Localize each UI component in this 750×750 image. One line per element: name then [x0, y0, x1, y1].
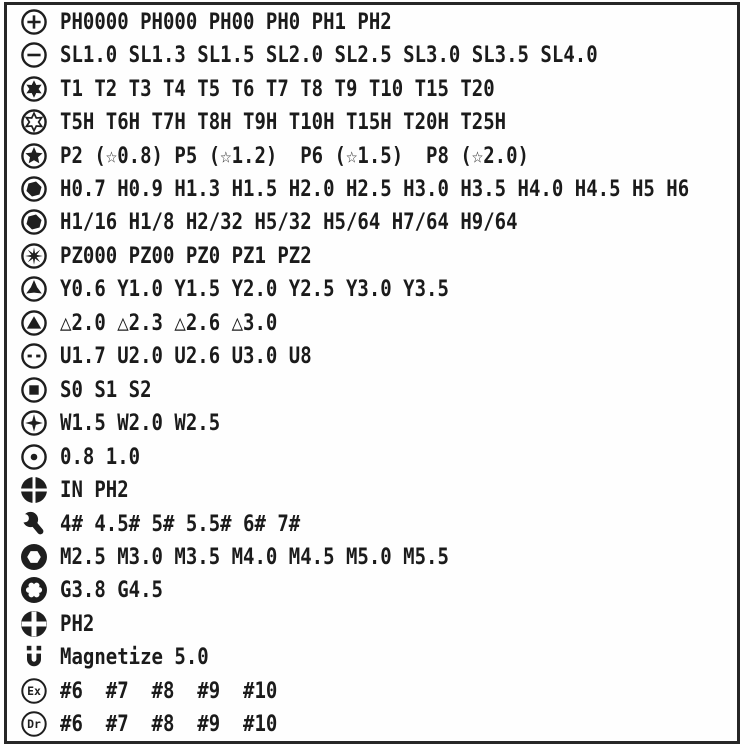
bit-spec-text: W1.5 W2.0 W2.5 — [60, 410, 221, 436]
bit-spec-text: H1/16 H1/8 H2/32 H5/32 H5/64 H7/64 H9/64 — [60, 209, 518, 236]
spec-row-torx — [7, 72, 737, 105]
dr-badge-icon — [20, 710, 48, 738]
pentalobe-circle-icon — [20, 142, 48, 170]
bit-spec-list — [7, 5, 737, 741]
square-circle-icon — [20, 376, 48, 404]
spec-sheet-frame — [4, 2, 740, 744]
triwing-y-circle-icon — [20, 275, 48, 303]
bit-spec-text: P2 (☆0.8) P5 (☆1.2) P6 (☆1.5) P8 (☆2.0) — [60, 142, 529, 169]
spec-row-triangle — [7, 306, 737, 339]
spec-row-square — [7, 373, 737, 406]
spec-row-slotted — [7, 38, 737, 71]
bit-spec-text: PH2 — [60, 611, 95, 637]
spec-row-inner-phillips — [7, 473, 737, 506]
spec-row-w-type — [7, 406, 737, 439]
bit-spec-text: S0 S1 S2 — [60, 377, 152, 403]
bit-spec-text: T1 T2 T3 T4 T5 T6 T7 T8 T9 T10 T15 T20 — [60, 75, 495, 102]
spec-row-hex-metric — [7, 172, 737, 205]
u-fork-circle-icon — [20, 342, 48, 370]
dr-badge-label: Dr — [27, 717, 41, 732]
spec-row-triwing — [7, 273, 737, 306]
spec-row-ex — [7, 674, 737, 707]
torx-circle-icon — [20, 75, 48, 103]
w-cross-circle-icon — [20, 409, 48, 437]
spec-row-hex-imperial — [7, 206, 737, 239]
spec-row-hex-nut — [7, 540, 737, 573]
spec-row-phillips — [7, 5, 737, 38]
ex-badge-icon — [20, 677, 48, 705]
slotted-circle-icon — [20, 41, 48, 69]
hex-nut-socket-icon — [20, 543, 48, 571]
wrench-icon — [20, 510, 48, 538]
spec-row-gear — [7, 574, 737, 607]
triangle-circle-icon — [20, 309, 48, 337]
bit-spec-text: PZ000 PZ00 PZ0 PZ1 PZ2 — [60, 243, 312, 269]
torx-security-circle-icon — [20, 108, 48, 136]
bit-spec-text: Magnetize 5.0 — [60, 644, 209, 670]
magnet-icon — [20, 643, 48, 671]
phillips-filled-icon — [20, 610, 48, 638]
bit-spec-text: 4# 4.5# 5# 5.5# 6# 7# — [60, 510, 301, 537]
bit-spec-text: PH0000 PH000 PH00 PH0 PH1 PH2 — [60, 9, 392, 35]
spec-row-u-type — [7, 340, 737, 373]
bit-spec-text: Y0.6 Y1.0 Y1.5 Y2.0 Y2.5 Y3.0 Y3.5 — [60, 276, 449, 302]
spec-row-magnetize — [7, 641, 737, 674]
bit-spec-text: SL1.0 SL1.3 SL1.5 SL2.0 SL2.5 SL3.0 SL3.5 SL4.0 — [60, 42, 598, 68]
bit-spec-text: #6 #7 #8 #9 #10 — [60, 678, 278, 704]
bit-spec-text: 0.8 1.0 — [60, 443, 141, 470]
spec-row-dr — [7, 708, 737, 741]
point-dot-circle-icon — [20, 443, 48, 471]
bit-spec-text: M2.5 M3.0 M3.5 M4.0 M4.5 M5.0 M5.5 — [60, 544, 449, 570]
bit-spec-text: U1.7 U2.0 U2.6 U3.0 U8 — [60, 343, 312, 369]
gear-socket-icon — [20, 576, 48, 604]
spec-row-wrench — [7, 507, 737, 540]
spec-row-pozidriv — [7, 239, 737, 272]
spec-row-phillips-filled — [7, 607, 737, 640]
bit-spec-text: T5H T6H T7H T8H T9H T10H T15H T20H T25H — [60, 109, 507, 135]
spec-row-pentalobe — [7, 139, 737, 172]
bit-spec-text: #6 #7 #8 #9 #10 — [60, 711, 278, 737]
hex-metric-circle-icon — [20, 175, 48, 203]
ex-badge-label: Ex — [27, 683, 41, 698]
hex-imperial-circle-icon — [20, 208, 48, 236]
spec-row-point — [7, 440, 737, 473]
phillips-circle-icon — [20, 8, 48, 36]
spec-row-torx-security — [7, 105, 737, 138]
bit-spec-text: G3.8 G4.5 — [60, 577, 163, 604]
inner-phillips-filled-icon — [20, 476, 48, 504]
bit-spec-text: H0.7 H0.9 H1.3 H1.5 H2.0 H2.5 H3.0 H3.5 H4.0 H4.5 H5 H6 — [60, 176, 690, 202]
bit-spec-text: IN PH2 — [60, 477, 129, 503]
bit-spec-text: △2.0 △2.3 △2.6 △3.0 — [60, 310, 278, 336]
pozidriv-circle-icon — [20, 242, 48, 270]
